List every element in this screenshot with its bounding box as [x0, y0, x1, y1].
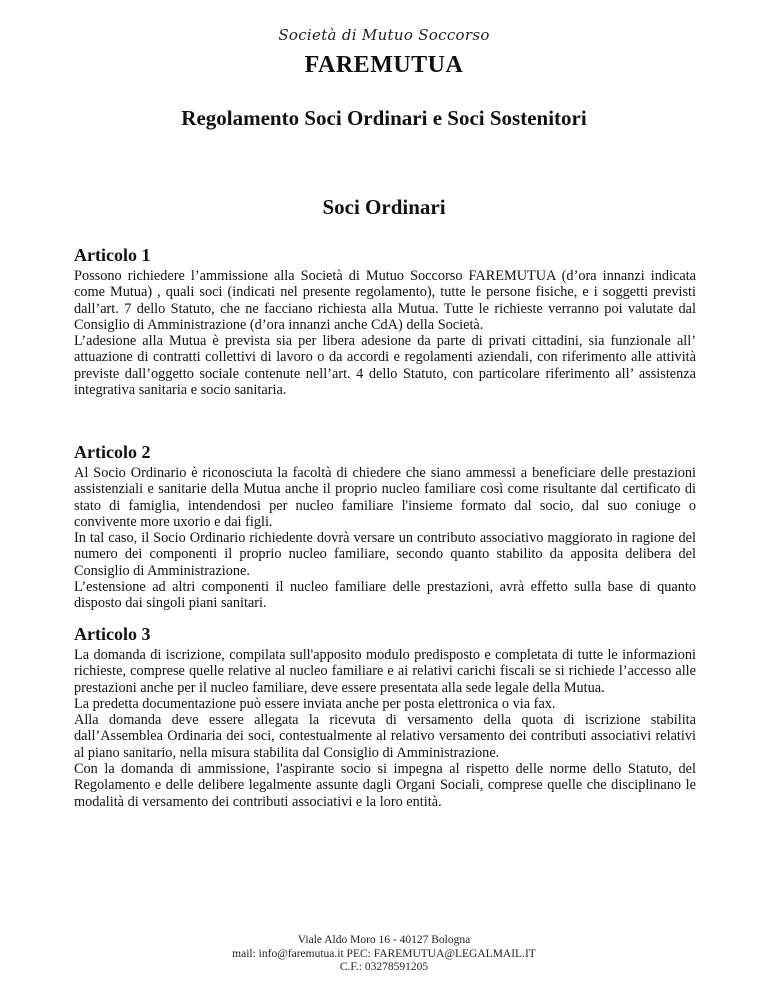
footer-address: Viale Aldo Moro 16 - 40127 Bologna: [297, 934, 471, 946]
article-heading: Articolo 1: [74, 245, 151, 265]
article-paragraph: In tal caso, il Socio Ordinario richiedente dovrà versare un contributo associativo maggiorato in ragione del numero dei componenti il proprio nucleo familiare, secondo quanto stabilito da apposita delibera del Consiglio di Amministrazione.: [74, 530, 696, 579]
article-paragraph: L’estensione ad altri componenti il nucleo familiare delle prestazioni, avrà effetto sulla base di quanto disposto dai singoli piani sanitari.: [74, 579, 696, 612]
page-footer: [0, 934, 768, 975]
article-paragraph: Con la domanda di ammissione, l'aspirante socio si impegna al rispetto delle norme dello Statuto, del Regolamento e delle delibere legalmente assunte dagli Organi Sociali, comprese quelle che disciplinano le modalità di versamento dei contributi associativi e la loro entità.: [74, 761, 696, 810]
article-heading: Articolo 3: [74, 624, 151, 644]
section-title: Soci Ordinari: [322, 195, 446, 219]
footer-tax-code: C.F.: 03278591205: [339, 961, 429, 973]
footer-contacts: mail: info@faremutua.it PEC: FAREMUTUA@LEGALMAIL.IT: [232, 947, 536, 960]
brand-name: FAREMUTUA: [304, 52, 464, 78]
article-paragraph: Possono richiedere l’ammissione alla Società di Mutuo Soccorso FAREMUTUA (d’ora innanzi indicata come Mutua) , quali soci (indicati nel presente regolamento), tutte le persone fisiche, e i soggetti previsti dall’art. 7 dello Statuto, che ne facciano richiesta alla Mutua. Tutte le richieste verranno poi valutate dal Consiglio di Amministrazione (d’ora innanzi anche CdA) della Società.: [74, 268, 696, 333]
article-paragraph: L’adesione alla Mutua è prevista sia per libera adesione da parte di privati cittadini, sia funzionale all’ attuazione di contratti collettivi di lavoro o da accordi e regolamenti aziendali, con riferimento alle attività previste dall’oggetto sociale contenute nell’art. 4 dello Statuto, con particolare riferimento all’ assistenza integrativa sanitaria e socio sanitaria.: [74, 333, 696, 399]
article-3: [74, 623, 696, 810]
document-title: Regolamento Soci Ordinari e Soci Sostenitori: [181, 106, 587, 130]
article-paragraph: La predetta documentazione può essere inviata anche per posta elettronica o via fax.: [74, 695, 556, 712]
article-paragraph: La domanda di iscrizione, compilata sull'apposito modulo predisposto e completata di tutte le informazioni richieste, comprese quelle relative al nucleo familiare e ai relativi carichi fiscali se si richiede l’accesso alle prestazioni anche per il nucleo familiare, deve essere presentata alla sede legale della Mutua.: [74, 647, 696, 696]
article-1: [74, 244, 696, 398]
article-paragraph: Alla domanda deve essere allegata la ricevuta di versamento della quota di iscrizione stabilita dall’Assemblea Ordinaria dei soci, contestualmente al relativo versamento dei contributi associativi relativi al piano sanitario, nella misura stabilita dal Consiglio di Amministrazione.: [74, 712, 696, 761]
article-heading: Articolo 2: [74, 442, 151, 462]
article-paragraph: Al Socio Ordinario è riconosciuta la facoltà di chiedere che siano ammessi a beneficiare delle prestazioni assistenziali e sanitarie della Mutua anche il proprio nucleo familiare così come risultante dal certificato di stato di famiglia, intendendosi per nucleo familiare l'insieme formato dal socio, dal suo coniuge o convivente more uxorio e dai figli.: [74, 465, 696, 530]
article-2: [74, 441, 696, 612]
society-script-title: Società di Mutuo Soccorso: [278, 26, 490, 44]
